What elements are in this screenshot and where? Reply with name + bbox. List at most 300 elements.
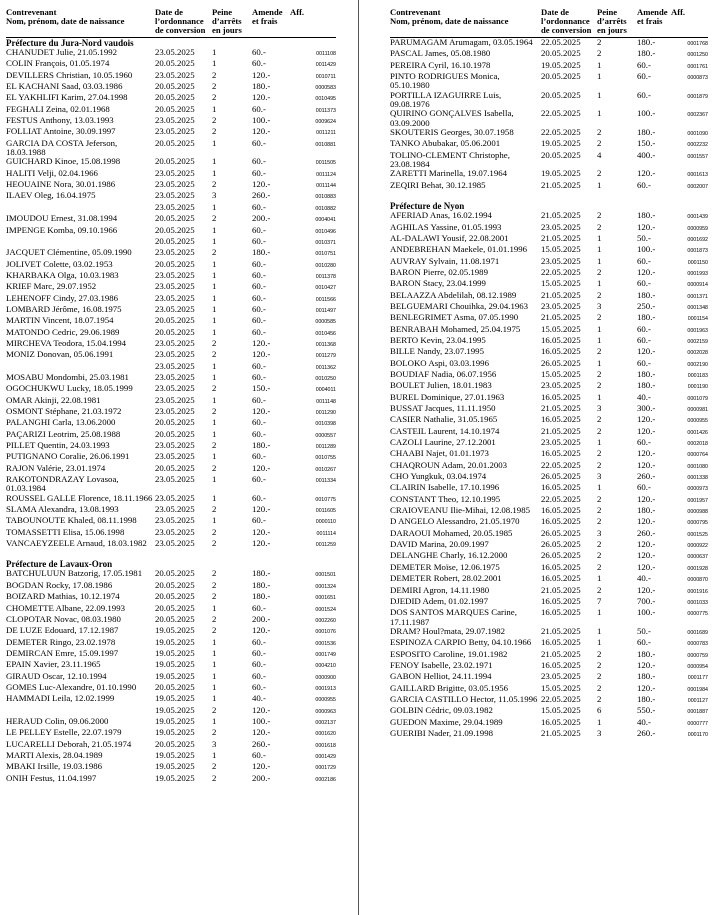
amount-cell: 40.- bbox=[252, 694, 266, 704]
table-row bbox=[390, 268, 708, 279]
amount-cell: 700.- bbox=[637, 596, 656, 606]
date-cell: 20.05.2025 bbox=[155, 682, 195, 692]
date-cell: 19.05.2025 bbox=[155, 728, 195, 738]
offender-cell: DOS SANTOS MARQUES Carine, 17.11.1987 bbox=[390, 608, 517, 627]
date-cell: 20.05.2025 bbox=[155, 59, 195, 69]
table-row bbox=[390, 91, 708, 110]
days-cell: 2 bbox=[597, 460, 602, 470]
amount-cell: 120.- bbox=[637, 449, 656, 459]
aff-cell: 0001150 bbox=[687, 259, 708, 266]
offender-cell: EL KACHANI Saad, 03.03.1986 bbox=[6, 82, 123, 92]
amount-cell: 100.- bbox=[637, 608, 656, 618]
date-cell: 20.05.2025 bbox=[155, 569, 195, 579]
table-row bbox=[390, 404, 708, 415]
date-cell: 26.05.2025 bbox=[541, 551, 581, 561]
date-cell: 23.05.2025 bbox=[155, 180, 195, 190]
days-cell: 1 bbox=[212, 225, 217, 235]
header-amount: Amende et frais bbox=[637, 7, 668, 26]
aff-cell: 0000795 bbox=[687, 520, 708, 527]
days-cell: 2 bbox=[597, 313, 602, 323]
date-cell: 21.05.2025 bbox=[541, 426, 581, 436]
offender-cell: FEGHALI Zeina, 02.01.1968 bbox=[6, 104, 110, 114]
date-cell: 21.05.2025 bbox=[541, 180, 581, 190]
offender-cell: AL-DALAWI Yousif, 22.08.2001 bbox=[390, 233, 509, 243]
days-cell: 2 bbox=[597, 551, 602, 561]
days-cell: 2 bbox=[597, 222, 602, 232]
aff-cell: 0000637 bbox=[687, 554, 708, 561]
days-cell: 1 bbox=[212, 516, 217, 526]
days-cell: 4 bbox=[597, 150, 602, 160]
amount-cell: 60.- bbox=[637, 72, 651, 82]
amount-cell: 200.- bbox=[252, 214, 271, 224]
offender-cell: FOLLIAT Antoine, 30.09.1997 bbox=[6, 127, 116, 137]
days-cell: 2 bbox=[212, 592, 217, 602]
aff-cell: 0001984 bbox=[687, 686, 708, 693]
section-gap bbox=[6, 550, 336, 559]
days-cell: 1 bbox=[597, 245, 602, 255]
offender-cell: BUSSAT Jacques, 11.11.1950 bbox=[390, 404, 496, 413]
days-cell: 1 bbox=[212, 418, 217, 428]
amount-cell: 120.- bbox=[252, 70, 271, 80]
date-cell: 20.05.2025 bbox=[541, 72, 581, 82]
date-cell: 16.05.2025 bbox=[541, 562, 581, 572]
amount-cell: 60.- bbox=[252, 750, 266, 760]
aff-cell: 0001928 bbox=[687, 565, 708, 572]
table-row bbox=[6, 157, 336, 168]
amount-cell: 260.- bbox=[252, 191, 271, 201]
table-row bbox=[6, 592, 336, 603]
offender-cell: PEREIRA Cyril, 16.10.1978 bbox=[390, 60, 491, 70]
days-cell: 2 bbox=[597, 506, 602, 516]
aff-cell: 0001618 bbox=[315, 742, 336, 749]
table-row bbox=[390, 517, 708, 528]
aff-cell: 0001957 bbox=[687, 497, 708, 504]
table-row bbox=[390, 551, 708, 562]
table-row bbox=[390, 234, 708, 245]
table-row bbox=[6, 494, 336, 505]
amount-cell: 120.- bbox=[252, 93, 271, 103]
table-row bbox=[390, 109, 708, 128]
days-cell: 2 bbox=[597, 369, 602, 379]
days-cell: 2 bbox=[212, 70, 217, 80]
amount-cell: 550.- bbox=[637, 706, 656, 716]
aff-cell: 0001080 bbox=[687, 463, 708, 470]
amount-cell: 180.- bbox=[637, 49, 656, 59]
date-cell: 19.05.2025 bbox=[541, 169, 581, 179]
offender-cell: TOLINO-CLEMENT Christophe, 23.08.1984 bbox=[390, 150, 510, 170]
aff-cell: 0010371 bbox=[315, 239, 336, 246]
table-row bbox=[6, 418, 336, 429]
amount-cell: 60.- bbox=[637, 60, 651, 70]
table-row bbox=[6, 328, 336, 339]
date-cell: 22.05.2025 bbox=[541, 694, 581, 704]
table-row bbox=[390, 529, 708, 540]
amount-cell: 60.- bbox=[637, 358, 651, 368]
date-cell: 16.05.2025 bbox=[541, 415, 581, 425]
days-cell: 2 bbox=[597, 49, 602, 59]
offender-cell: DAVID Marina, 20.09.1997 bbox=[390, 540, 489, 550]
amount-cell: 40.- bbox=[637, 717, 651, 727]
table-row bbox=[6, 660, 336, 671]
offender-cell: DRAM? Houl?mata, 29.07.1982 bbox=[390, 626, 506, 636]
days-cell: 1 bbox=[212, 682, 217, 692]
aff-cell: 0002367 bbox=[687, 112, 708, 119]
offender-cell: PARUMAGAM Arumagam, 03.05.1964 bbox=[390, 38, 533, 47]
date-cell: 23.05.2025 bbox=[155, 384, 195, 394]
header-aff: Aff. bbox=[671, 7, 686, 17]
table-row bbox=[6, 350, 336, 361]
table-row bbox=[390, 181, 708, 192]
offender-cell: ZEQIRI Behat, 30.12.1985 bbox=[390, 180, 486, 190]
days-cell: 1 bbox=[597, 574, 602, 584]
days-cell: 1 bbox=[212, 293, 217, 303]
offender-cell: AGHILAS Yassine, 01.05.1993 bbox=[390, 222, 502, 232]
days-cell: 2 bbox=[212, 407, 217, 416]
days-cell: 2 bbox=[597, 449, 602, 459]
amount-cell: 120.- bbox=[637, 517, 656, 527]
amount-cell: 60.- bbox=[252, 282, 266, 292]
offender-cell: CLOPOTAR Novac, 08.03.1980 bbox=[6, 614, 121, 624]
aff-cell: 0001887 bbox=[687, 709, 708, 716]
days-cell: 1 bbox=[212, 452, 217, 462]
aff-cell: 0000981 bbox=[687, 407, 708, 413]
amount-cell: 180.- bbox=[252, 82, 271, 92]
days-cell: 2 bbox=[597, 139, 602, 149]
table-row bbox=[6, 71, 336, 82]
offender-cell: BELAAZZA Abdelilah, 08.12.1989 bbox=[390, 290, 517, 300]
date-cell: 23.05.2025 bbox=[541, 256, 581, 266]
date-cell: 21.05.2025 bbox=[541, 728, 581, 738]
offender-cell: SLAMA Alexandra, 13.08.1993 bbox=[6, 505, 119, 515]
offender-cell: TANKO Abubakar, 05.06.2001 bbox=[390, 139, 501, 149]
table-row bbox=[6, 407, 336, 418]
date-cell: 21.05.2025 bbox=[541, 211, 581, 221]
amount-cell: 60.- bbox=[637, 180, 651, 190]
days-cell: 3 bbox=[212, 739, 217, 749]
header-days: Peine d’arrêts en jours bbox=[597, 7, 627, 35]
aff-cell: 0009624 bbox=[315, 119, 336, 126]
date-cell: 15.05.2025 bbox=[541, 279, 581, 289]
offender-cell: CRAIOVEANU Ilie-Mihai, 12.08.1985 bbox=[390, 506, 531, 516]
amount-cell: 60.- bbox=[637, 638, 651, 648]
header-offender: Contrevenant Nom, prénom, date de naissance bbox=[390, 7, 509, 26]
offender-cell: LEHENOFF Cindy, 27.03.1986 bbox=[6, 293, 119, 303]
aff-cell: 0011108 bbox=[316, 51, 336, 57]
table-row bbox=[390, 729, 708, 740]
aff-cell: 0001324 bbox=[315, 583, 336, 590]
aff-cell: 0001651 bbox=[315, 595, 336, 602]
days-cell: 1 bbox=[597, 60, 602, 70]
aff-cell: 0001190 bbox=[687, 384, 708, 391]
amount-cell: 60.- bbox=[252, 660, 266, 670]
amount-cell: 60.- bbox=[637, 90, 651, 100]
table-row bbox=[6, 373, 336, 384]
offender-cell: CHANUDET Julie, 21.05.1992 bbox=[6, 48, 118, 57]
amount-cell: 260.- bbox=[637, 472, 656, 482]
days-cell: 1 bbox=[597, 279, 602, 289]
table-row bbox=[6, 581, 336, 592]
offender-cell: BOLOKO Aspi, 03.03.1996 bbox=[390, 358, 489, 368]
date-cell: 20.05.2025 bbox=[541, 90, 581, 100]
section-gap bbox=[390, 192, 708, 201]
table-row bbox=[390, 597, 708, 608]
offender-cell: BILLE Nandy, 23.07.1995 bbox=[390, 347, 484, 357]
table-row bbox=[390, 313, 708, 324]
table-row bbox=[390, 695, 708, 706]
date-cell: 23.05.2025 bbox=[541, 222, 581, 232]
days-cell: 1 bbox=[212, 202, 217, 212]
table-row bbox=[6, 683, 336, 694]
table-row bbox=[390, 325, 708, 336]
days-cell: 2 bbox=[597, 290, 602, 300]
table-row bbox=[6, 728, 336, 739]
amount-cell: 120.- bbox=[252, 527, 271, 537]
aff-cell: 0000955 bbox=[315, 697, 336, 704]
offender-cell: DEMETER Robert, 28.02.2001 bbox=[390, 574, 502, 584]
offender-cell: GARCIA CASTILLO Hector, 11.05.1996 bbox=[390, 694, 538, 704]
aff-cell: 0000783 bbox=[687, 641, 708, 648]
date-cell: 20.05.2025 bbox=[155, 603, 195, 613]
aff-cell: 0000777 bbox=[687, 720, 708, 727]
offender-cell: QUIRINO GONÇALVES Isabella, 03.09.2000 bbox=[390, 109, 514, 128]
offender-cell: FENOY Isabelle, 23.02.1971 bbox=[390, 660, 493, 670]
date-cell: 20.05.2025 bbox=[155, 93, 195, 103]
date-cell: 16.05.2025 bbox=[541, 717, 581, 727]
table-row bbox=[6, 452, 336, 463]
offender-cell: KHARBAKA Olga, 10.03.1983 bbox=[6, 270, 119, 280]
date-cell: 16.05.2025 bbox=[541, 347, 581, 357]
offender-cell: ROUSSEL GALLE Florence, 18.11.1966 bbox=[6, 493, 153, 503]
table-row bbox=[390, 257, 708, 268]
offender-cell: HAMMADI Leila, 12.02.1999 bbox=[6, 694, 115, 704]
table-row bbox=[390, 638, 708, 649]
amount-cell: 60.- bbox=[637, 483, 651, 493]
days-cell: 1 bbox=[212, 236, 217, 246]
days-cell: 1 bbox=[597, 358, 602, 368]
table-row bbox=[6, 180, 336, 191]
table-row bbox=[6, 604, 336, 615]
table-row bbox=[390, 472, 708, 483]
date-cell: 23.05.2025 bbox=[155, 350, 195, 360]
offender-cell: COLIN François, 01.05.1974 bbox=[6, 59, 110, 69]
amount-cell: 200.- bbox=[252, 773, 271, 783]
amount-cell: 120.- bbox=[637, 683, 656, 693]
offender-cell: D ANGELO Alessandro, 21.05.1970 bbox=[390, 517, 520, 527]
aff-cell: 0000963 bbox=[315, 708, 336, 715]
amount-cell: 120.- bbox=[252, 407, 271, 416]
date-cell: 23.05.2025 bbox=[155, 372, 195, 382]
days-cell: 1 bbox=[597, 109, 602, 119]
aff-cell: 0001170 bbox=[687, 731, 708, 738]
aff-cell: 0001879 bbox=[687, 93, 708, 100]
aff-cell: 0000110 bbox=[315, 519, 336, 526]
date-cell: 19.05.2025 bbox=[541, 60, 581, 70]
table-row bbox=[6, 116, 336, 127]
date-cell: 23.05.2025 bbox=[541, 381, 581, 391]
table-row bbox=[6, 139, 336, 158]
amount-cell: 120.- bbox=[252, 180, 271, 190]
offender-cell: ESPOSITO Caroline, 19.01.1982 bbox=[390, 649, 508, 659]
days-cell: 2 bbox=[597, 540, 602, 550]
amount-cell: 60.- bbox=[252, 395, 266, 405]
table-row bbox=[6, 93, 336, 104]
days-cell: 2 bbox=[597, 38, 602, 47]
date-cell: 20.05.2025 bbox=[155, 214, 195, 224]
aff-cell: 0011378 bbox=[315, 273, 336, 280]
offender-cell: PAÇARIZI Leotrim, 25.08.1988 bbox=[6, 429, 121, 439]
amount-cell: 120.- bbox=[252, 626, 271, 636]
aff-cell: 0011566 bbox=[315, 296, 336, 303]
amount-cell: 60.- bbox=[252, 316, 266, 326]
days-cell: 1 bbox=[212, 372, 217, 382]
days-cell: 2 bbox=[212, 93, 217, 103]
table-row bbox=[6, 384, 336, 395]
aff-cell: 0011505 bbox=[315, 160, 336, 167]
table-row bbox=[6, 626, 336, 637]
offender-cell: ONIH Festus, 11.04.1997 bbox=[6, 773, 97, 783]
table-row bbox=[6, 214, 336, 225]
days-cell: 1 bbox=[212, 304, 217, 314]
days-cell: 1 bbox=[597, 392, 602, 402]
offender-cell: LE PELLEY Estelle, 22.07.1979 bbox=[6, 728, 122, 738]
amount-cell: 120.- bbox=[637, 460, 656, 470]
offender-cell: PINTO RODRIGUES Monica, 05.10.1980 bbox=[390, 72, 500, 91]
amount-cell: 120.- bbox=[637, 660, 656, 670]
table-row bbox=[6, 672, 336, 683]
offender-cell: GUEDON Maxime, 29.04.1989 bbox=[390, 717, 503, 727]
amount-cell: 180.- bbox=[637, 38, 656, 47]
date-cell: 19.05.2025 bbox=[155, 705, 195, 715]
date-cell: 22.05.2025 bbox=[541, 267, 581, 277]
date-cell: 23.05.2025 bbox=[155, 48, 195, 57]
days-cell: 1 bbox=[212, 327, 217, 337]
aff-cell: 0001250 bbox=[687, 52, 708, 59]
amount-cell: 300.- bbox=[637, 404, 656, 413]
days-cell: 1 bbox=[212, 395, 217, 405]
offender-cell: CASIER Nathalie, 31.05.1965 bbox=[390, 415, 498, 425]
offender-cell: MARTI Alexis, 28.04.1989 bbox=[6, 750, 103, 760]
table-row bbox=[6, 316, 336, 327]
amount-cell: 100.- bbox=[252, 116, 271, 126]
amount-cell: 60.- bbox=[252, 59, 266, 69]
table-row bbox=[390, 415, 708, 426]
table-row bbox=[6, 694, 336, 705]
days-cell: 1 bbox=[212, 603, 217, 613]
aff-cell: 0002007 bbox=[687, 183, 708, 190]
days-cell: 2 bbox=[212, 463, 217, 473]
amount-cell: 60.- bbox=[252, 603, 266, 613]
date-cell: 22.05.2025 bbox=[541, 128, 581, 138]
aff-cell: 0010398 bbox=[315, 421, 336, 428]
table-row bbox=[390, 128, 708, 139]
aff-cell: 0010751 bbox=[315, 251, 336, 258]
amount-cell: 40.- bbox=[637, 392, 651, 402]
header-offender: Contrevenant Nom, prénom, date de naissance bbox=[6, 7, 125, 26]
offender-cell: CHAABI Najet, 01.01.1973 bbox=[390, 449, 489, 459]
table-row bbox=[390, 563, 708, 574]
amount-cell: 260.- bbox=[637, 728, 656, 738]
amount-cell: 150.- bbox=[252, 384, 271, 394]
amount-cell: 100.- bbox=[637, 245, 656, 255]
days-cell: 2 bbox=[212, 614, 217, 624]
days-cell: 2 bbox=[212, 705, 217, 715]
aff-cell: 0001620 bbox=[315, 731, 336, 738]
date-cell: 20.05.2025 bbox=[541, 150, 581, 160]
aff-cell: 0010775 bbox=[315, 496, 336, 503]
date-cell: 23.05.2025 bbox=[541, 301, 581, 311]
offender-cell: RAKOTONDRAZAY Lovasoa, 01.03.1984 bbox=[6, 475, 119, 494]
date-cell: 23.05.2025 bbox=[155, 70, 195, 80]
offender-cell: MATONDO Cedric, 29.06.1989 bbox=[6, 327, 120, 337]
table-row bbox=[6, 615, 336, 626]
table-row bbox=[6, 505, 336, 516]
amount-cell: 60.- bbox=[637, 256, 651, 266]
table-row bbox=[390, 540, 708, 551]
table-row bbox=[6, 260, 336, 271]
date-cell: 23.05.2025 bbox=[155, 168, 195, 178]
offender-cell: GIRAUD Oscar, 12.10.1994 bbox=[6, 671, 107, 681]
amount-cell: 120.- bbox=[637, 347, 656, 357]
offender-cell: PUTIGNANO Coralie, 26.06.1991 bbox=[6, 452, 130, 462]
aff-cell: 0011429 bbox=[315, 62, 336, 69]
date-cell: 23.05.2025 bbox=[155, 407, 195, 416]
table-row bbox=[6, 305, 336, 316]
offender-cell: GABON Helliot, 24.11.1994 bbox=[390, 672, 492, 682]
date-cell: 20.05.2025 bbox=[155, 104, 195, 114]
days-cell: 2 bbox=[597, 415, 602, 425]
date-cell: 19.05.2025 bbox=[155, 773, 195, 783]
amount-cell: 60.- bbox=[252, 516, 266, 526]
days-cell: 1 bbox=[212, 361, 217, 371]
table-row bbox=[6, 59, 336, 70]
days-cell: 2 bbox=[597, 128, 602, 138]
amount-cell: 120.- bbox=[252, 705, 271, 715]
table-row bbox=[390, 438, 708, 449]
table-row bbox=[6, 226, 336, 237]
amount-cell: 60.- bbox=[637, 324, 651, 334]
aff-cell: 0000870 bbox=[687, 577, 708, 584]
date-cell: 15.05.2025 bbox=[541, 706, 581, 716]
offender-cell: DEMETER Ringo, 23.02.1978 bbox=[6, 637, 116, 647]
date-cell: 15.05.2025 bbox=[541, 369, 581, 379]
offender-cell: DELANGHE Charly, 16.12.2000 bbox=[390, 551, 508, 561]
days-cell: 2 bbox=[597, 585, 602, 595]
table-row bbox=[6, 248, 336, 259]
days-cell: 7 bbox=[597, 596, 602, 606]
days-cell: 1 bbox=[212, 475, 217, 485]
days-cell: 2 bbox=[212, 350, 217, 360]
table-row bbox=[6, 396, 336, 407]
aff-cell: 0001913 bbox=[315, 685, 336, 692]
date-cell: 22.05.2025 bbox=[541, 460, 581, 470]
days-cell: 1 bbox=[212, 637, 217, 647]
amount-cell: 60.- bbox=[252, 270, 266, 280]
table-row bbox=[6, 282, 336, 293]
date-cell: 21.05.2025 bbox=[541, 290, 581, 300]
amount-cell: 120.- bbox=[637, 415, 656, 425]
amount-cell: 180.- bbox=[637, 128, 656, 138]
table-row bbox=[6, 191, 336, 202]
aff-cell: 0011114 bbox=[316, 530, 336, 537]
offender-cell: DJEDID Adem, 01.02.1997 bbox=[390, 596, 488, 606]
amount-cell: 60.- bbox=[637, 335, 651, 345]
amount-cell: 60.- bbox=[637, 438, 651, 448]
amount-cell: 180.- bbox=[637, 381, 656, 391]
offender-cell: HALITI Velji, 02.04.1966 bbox=[6, 168, 98, 178]
date-cell: 26.05.2025 bbox=[541, 472, 581, 482]
date-cell: 16.05.2025 bbox=[541, 517, 581, 527]
amount-cell: 120.- bbox=[637, 267, 656, 277]
